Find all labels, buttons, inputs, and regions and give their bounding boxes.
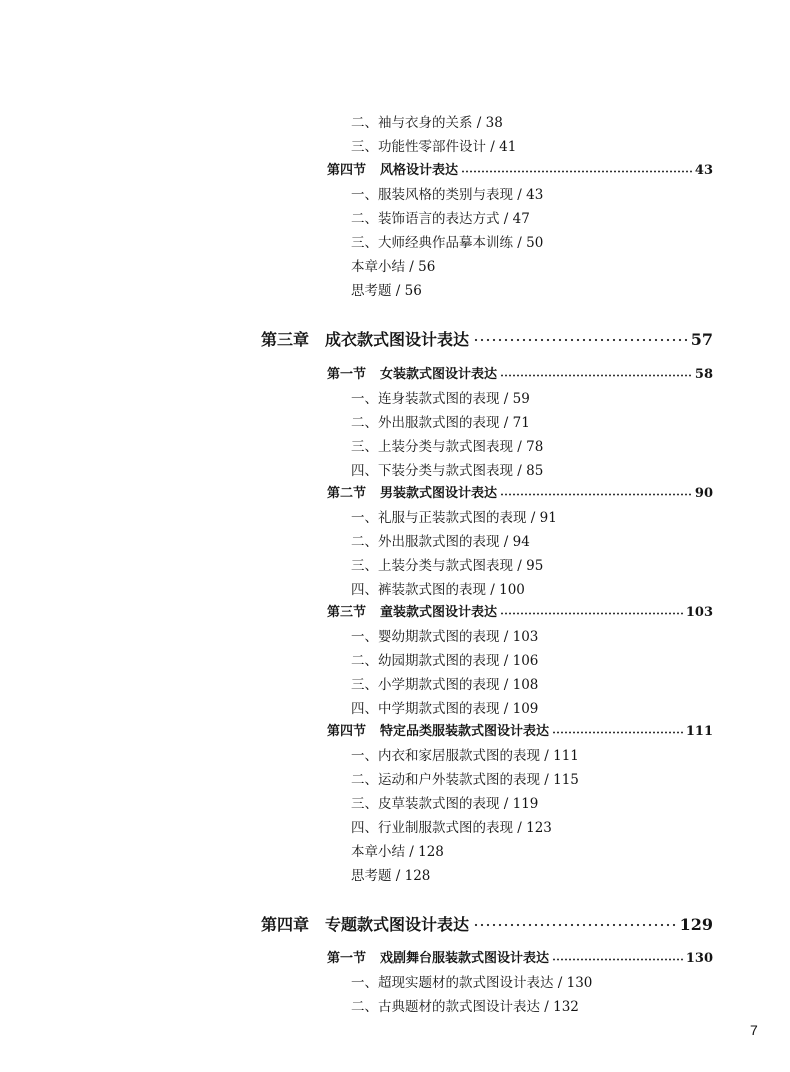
toc-sub-text: 三、上装分类与款式图表现 / 95: [351, 558, 544, 574]
toc-sub-item: [351, 387, 790, 411]
toc-sub-item: [351, 768, 790, 792]
toc-sub-item: [351, 792, 790, 816]
toc-sub-text: 一、连身装款式图的表现 / 59: [351, 391, 530, 407]
toc-sub-item: [351, 649, 790, 673]
toc-sub-text: 三、大师经典作品摹本训练 / 50: [351, 235, 544, 251]
section-number: 第四节: [327, 163, 367, 178]
toc-sub-text: 四、行业制服款式图的表现 / 123: [351, 820, 552, 836]
chapter-page: 57: [690, 330, 713, 349]
dot-leader: [552, 952, 683, 966]
toc-sub-text: 二、装饰语言的表达方式 / 47: [351, 211, 530, 227]
toc-sub-text: 四、中学期款式图的表现 / 109: [351, 701, 539, 717]
section-title: 男装款式图设计表达: [380, 486, 498, 501]
section-title: 戏剧舞台服装款式图设计表达: [380, 951, 550, 966]
toc-sub-text: 二、幼园期款式图的表现 / 106: [351, 653, 539, 669]
toc-sub-item: [351, 625, 790, 649]
toc-sub-item: [351, 578, 790, 602]
chapter-page: 129: [679, 915, 713, 934]
toc-sub-item: [351, 111, 790, 135]
toc-sub-item: [351, 971, 790, 995]
toc-section: [327, 363, 713, 387]
toc-sub-item: [351, 995, 790, 1019]
chapter-number: 第四章: [261, 915, 310, 934]
toc-sub-item: [351, 864, 790, 888]
section-page: 43: [694, 163, 713, 178]
dot-leader: [473, 916, 676, 934]
toc-sub-item: [351, 207, 790, 231]
section-title: 风格设计表达: [380, 163, 459, 178]
dot-leader: [552, 725, 683, 739]
section-page: 103: [685, 605, 713, 620]
toc-sub-text: 一、婴幼期款式图的表现 / 103: [351, 629, 539, 645]
toc-sub-text: 本章小结 / 128: [351, 844, 444, 860]
toc-chapter: [261, 325, 713, 355]
dot-leader: [500, 606, 683, 620]
toc-sub-text: 一、内衣和家居服款式图的表现 / 111: [351, 748, 579, 764]
toc-section: [327, 601, 713, 625]
toc-sub-text: 二、外出服款式图的表现 / 71: [351, 415, 530, 431]
toc-sub-text: 三、皮草装款式图的表现 / 119: [351, 796, 539, 812]
toc-sub-item: [351, 435, 790, 459]
section-page: 58: [694, 367, 713, 382]
toc-sub-text: 三、小学期款式图的表现 / 108: [351, 677, 539, 693]
chapter-title: 成衣款式图设计表达: [325, 330, 470, 349]
toc-sub-item: [351, 135, 790, 159]
dot-leader: [500, 368, 692, 382]
chapter-title: 专题款式图设计表达: [325, 915, 470, 934]
toc-sub-text: 一、超现实题材的款式图设计表达 / 130: [351, 975, 593, 991]
section-number: 第一节: [327, 367, 367, 382]
section-number: 第二节: [327, 486, 367, 501]
section-title: 童装款式图设计表达: [380, 605, 498, 620]
toc-sub-text: 一、礼服与正装款式图的表现 / 91: [351, 510, 557, 526]
toc-sub-item: [351, 183, 790, 207]
toc-sub-item: [351, 554, 790, 578]
dot-leader: [461, 164, 692, 178]
toc-sub-text: 思考题 / 128: [351, 868, 431, 884]
toc-sub-text: 三、上装分类与款式图表现 / 78: [351, 439, 544, 455]
section-number: 第三节: [327, 605, 367, 620]
section-title: 女装款式图设计表达: [380, 367, 498, 382]
toc-sub-item: [351, 411, 790, 435]
toc-sub-item: [351, 697, 790, 721]
toc-section: [327, 720, 713, 744]
chapter-number: 第三章: [261, 330, 310, 349]
toc-sub-item: [351, 459, 790, 483]
toc-sub-text: 思考题 / 56: [351, 283, 422, 299]
toc-section: [327, 159, 713, 183]
toc-sub-text: 二、袖与衣身的关系 / 38: [351, 115, 503, 131]
dot-leader: [500, 487, 692, 501]
toc-sub-item: [351, 279, 790, 303]
dot-leader: [473, 331, 687, 349]
toc-sub-item: [351, 231, 790, 255]
section-page: 111: [685, 724, 713, 739]
toc-section: [327, 947, 713, 971]
toc-sub-text: 本章小结 / 56: [351, 259, 436, 275]
toc-sub-item: [351, 673, 790, 697]
toc-chapter: [261, 910, 713, 940]
toc-sub-text: 四、下装分类与款式图表现 / 85: [351, 463, 544, 479]
toc-sub-text: 二、运动和户外装款式图的表现 / 115: [351, 772, 579, 788]
section-page: 90: [694, 486, 713, 501]
toc-section: [327, 482, 713, 506]
toc-sub-item: [351, 506, 790, 530]
toc-sub-text: 二、外出服款式图的表现 / 94: [351, 534, 530, 550]
toc-sub-text: 二、古典题材的款式图设计表达 / 132: [351, 999, 579, 1015]
section-number: 第一节: [327, 951, 367, 966]
section-title: 特定品类服装款式图设计表达: [380, 724, 550, 739]
toc-sub-item: [351, 816, 790, 840]
toc-sub-item: [351, 255, 790, 279]
toc-sub-text: 一、服装风格的类别与表现 / 43: [351, 187, 544, 203]
toc-sub-item: [351, 530, 790, 554]
section-page: 130: [685, 951, 713, 966]
toc-sub-item: [351, 744, 790, 768]
toc-sub-text: 四、裤装款式图的表现 / 100: [351, 582, 525, 598]
toc-sub-item: [351, 840, 790, 864]
page-number: 7: [750, 1022, 758, 1038]
toc-sub-text: 三、功能性零部件设计 / 41: [351, 139, 517, 155]
section-number: 第四节: [327, 724, 367, 739]
